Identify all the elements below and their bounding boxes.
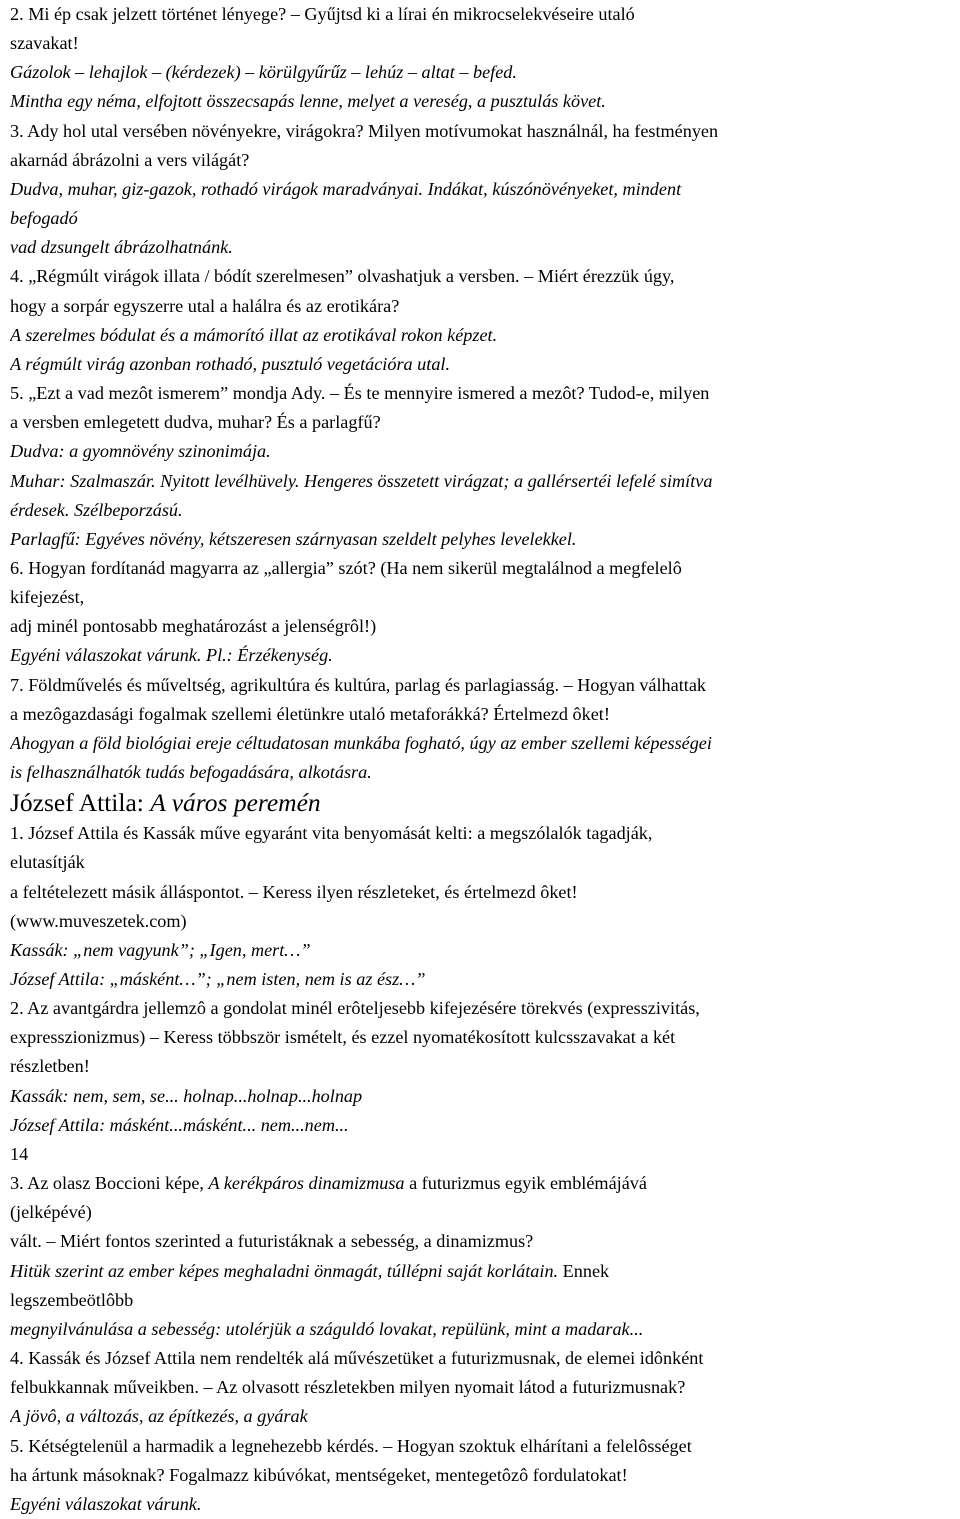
answer-text: Hitük szerint az ember képes meghaladni önmagát, túllépni saját korlátain. xyxy=(10,1260,559,1281)
text-line xyxy=(10,758,956,787)
question-text: felbukkannak műveikben. – Az olvasott részletekben milyen nyomait látod a futurizmusnak? xyxy=(10,1377,686,1398)
answer-text: Dudva, muhar, giz-gazok, rothadó virágok maradványai. Indákat, kúszónövényeket, mindent xyxy=(10,178,682,199)
text-line xyxy=(10,467,956,496)
text-line xyxy=(10,965,956,994)
answer-text: Kassák: nem, sem, se... holnap...holnap...holnap xyxy=(10,1085,363,1106)
text-line xyxy=(10,117,956,146)
text-line xyxy=(10,1052,956,1081)
text-line xyxy=(10,1227,956,1256)
question-text: ha ártunk másoknak? Fogalmazz kibúvókat, mentségeket, mentegetôzô fordulatokat! xyxy=(10,1464,628,1485)
text-line xyxy=(10,1461,956,1490)
text-line xyxy=(10,437,956,466)
text-line xyxy=(10,583,956,612)
text-line xyxy=(10,408,956,437)
answer-text: Kassák: „nem vagyunk”; „Igen, mert…” xyxy=(10,939,311,960)
answer-text: Gázolok – lehajlok – (kérdezek) – körülgyűrűz – lehúz – altat – befed. xyxy=(10,62,517,83)
answer-text: Mintha egy néma, elfojtott összecsapás lenne, melyet a vereség, a pusztulás követ. xyxy=(10,91,606,112)
answer-text: Muhar: Szalmaszár. Nyitott levélhüvely. Hengeres összetett virágzat; a gallérsertéi lefelé simítva xyxy=(10,470,713,491)
text-line xyxy=(10,1023,956,1052)
text-line xyxy=(10,262,956,291)
questions-ady-section xyxy=(10,0,956,787)
question-text: a futurizmus egyik emblémájává xyxy=(404,1173,647,1194)
text-line xyxy=(10,0,956,29)
question-text: elutasítják xyxy=(10,852,85,873)
question-text: legszembeötlôbb xyxy=(10,1289,134,1310)
text-line xyxy=(10,1082,956,1111)
question-text: 3. Ady hol utal versében növényekre, virágokra? Milyen motívumokat használnál, ha festményen xyxy=(10,120,719,141)
question-text: 5. Kétségtelenül a harmadik a legnehezebb kérdés. – Hogyan szoktuk elhárítani a felelôsséget xyxy=(10,1435,692,1456)
answer-text: megnyilvánulása a sebesség: utolérjük a száguldó lovakat, repülünk, mint a madarak... xyxy=(10,1318,644,1339)
text-line xyxy=(10,554,956,583)
answer-text: Egyéni válaszokat várunk. Pl.: Érzékenység. xyxy=(10,645,333,666)
question-text: 2. Mi ép csak jelzett történet lényege? – Gyűjtsd ki a lírai én mikrocselekvéseire utaló xyxy=(10,4,635,24)
question-text: 2. Az avantgárdra jellemzô a gondolat minél erôteljesebb kifejezésére törekvés (expresszivitás, xyxy=(10,998,700,1019)
text-line xyxy=(10,146,956,175)
question-text: 4. Kassák és József Attila nem rendelték alá művészetüket a futurizmusnak, de elemei idônként xyxy=(10,1348,704,1369)
text-line xyxy=(10,1402,956,1431)
answer-text: József Attila: „másként…”; „nem isten, nem is az ész…” xyxy=(10,969,426,989)
text-line xyxy=(10,671,956,700)
question-text: kifejezést, xyxy=(10,587,85,608)
text-line xyxy=(10,878,956,907)
question-text: adj minél pontosabb meghatározást a jelenségrôl!) xyxy=(10,616,377,637)
questions-jozsef-attila-section xyxy=(10,819,956,1519)
text-line xyxy=(10,907,956,936)
question-text: József Attila: xyxy=(10,788,151,818)
question-text: (www.muveszetek.com) xyxy=(10,910,187,931)
text-line xyxy=(10,204,956,233)
answer-text: A jövô, a változás, az építkezés, a gyárak xyxy=(10,1406,308,1427)
text-line xyxy=(10,936,956,965)
answer-text: Dudva: a gyomnövény szinonimája. xyxy=(10,441,271,462)
question-text: (jelképévé) xyxy=(10,1202,92,1223)
text-line xyxy=(10,1315,956,1344)
section-heading xyxy=(10,788,956,818)
text-line xyxy=(10,58,956,87)
text-line xyxy=(10,819,956,848)
question-text: a versben emlegetett dudva, muhar? És a parlagfű? xyxy=(10,412,381,433)
question-text: 4. „Régmúlt virágok illata / bódít szerelmesen” olvashatjuk a versben. – Miért érezzük úgy, xyxy=(10,266,675,287)
text-line xyxy=(10,350,956,379)
text-line xyxy=(10,321,956,350)
text-line xyxy=(10,1432,956,1461)
text-line xyxy=(10,525,956,554)
question-text: 3. Az olasz Boccioni képe, xyxy=(10,1173,209,1194)
text-line xyxy=(10,1490,956,1519)
question-text: vált. – Miért fontos szerinted a futuristáknak a sebesség, a dinamizmus? xyxy=(10,1231,534,1252)
question-text: expresszionizmus) – Keress többször ismételt, és ezzel nyomatékosított kulcsszavakat a két xyxy=(10,1027,676,1048)
question-text: Ennek xyxy=(558,1260,610,1281)
answer-text: Parlagfű: Egyéves növény, kétszeresen szárnyasan szeldelt pelyhes levelekkel. xyxy=(10,528,577,549)
text-line xyxy=(10,700,956,729)
text-line xyxy=(10,848,956,877)
answer-text: A szerelmes bódulat és a mámorító illat az erotikával rokon képzet. xyxy=(10,324,498,345)
question-text: akarnád ábrázolni a vers világát? xyxy=(10,149,250,170)
text-line xyxy=(10,175,956,204)
question-text: 6. Hogyan fordítanád magyarra az „allergia” szót? (Ha nem sikerül megtalálnod a megfelelô xyxy=(10,557,682,578)
text-line xyxy=(10,1257,956,1286)
answer-text: vad dzsungelt ábrázolhatnánk. xyxy=(10,237,233,258)
answer-text: A kerékpáros dinamizmusa xyxy=(208,1173,405,1194)
text-line xyxy=(10,233,956,262)
text-line xyxy=(10,729,956,758)
text-line xyxy=(10,1169,956,1198)
answer-text: is felhasználhatók tudás befogadására, alkotásra. xyxy=(10,762,372,783)
text-line xyxy=(10,292,956,321)
answer-text: József Attila: másként...másként... nem...nem... xyxy=(10,1114,349,1135)
text-line xyxy=(10,29,956,58)
text-line xyxy=(10,1140,956,1169)
question-text: a mezôgazdasági fogalmak szellemi életünkre utaló metaforákká? Értelmezd ôket! xyxy=(10,703,610,724)
question-text: 7. Földművelés és műveltség, agrikultúra és kultúra, parlag és parlagiasság. – Hogyan válhattak xyxy=(10,674,706,695)
answer-text: A régmúlt virág azonban rothadó, pusztuló vegetációra utal. xyxy=(10,353,451,374)
text-line xyxy=(10,379,956,408)
answer-text: befogadó xyxy=(10,208,78,229)
question-text: szavakat! xyxy=(10,33,79,54)
question-text: részletben! xyxy=(10,1056,90,1077)
text-line xyxy=(10,1286,956,1315)
text-line xyxy=(10,612,956,641)
answer-text: érdesek. Szélbeporzású. xyxy=(10,499,183,520)
text-line xyxy=(10,641,956,670)
question-text: 1. József Attila és Kassák műve egyaránt vita benyomását kelti: a megszólalók tagadják, xyxy=(10,823,653,844)
text-line xyxy=(10,496,956,525)
text-line xyxy=(10,994,956,1023)
answer-text: Ahogyan a föld biológiai ereje céltudatosan munkába fogható, úgy az ember szellemi képességei xyxy=(10,732,712,753)
question-text: hogy a sorpár egyszerre utal a halálra és az erotikára? xyxy=(10,295,400,316)
text-line xyxy=(10,87,956,116)
question-text: a feltételezett másik álláspontot. – Keress ilyen részleteket, és értelmezd ôket! xyxy=(10,881,578,902)
text-line xyxy=(10,1198,956,1227)
question-text: 14 xyxy=(10,1143,29,1164)
text-line xyxy=(10,1111,956,1140)
answer-text: Egyéni válaszokat várunk. xyxy=(10,1493,202,1514)
text-line xyxy=(10,1373,956,1402)
answer-text: A város peremén xyxy=(150,788,321,818)
text-line xyxy=(10,1344,956,1373)
question-text: 5. „Ezt a vad mezôt ismerem” mondja Ady. – És te mennyire ismered a mezôt? Tudod-e, milyen xyxy=(10,383,710,404)
